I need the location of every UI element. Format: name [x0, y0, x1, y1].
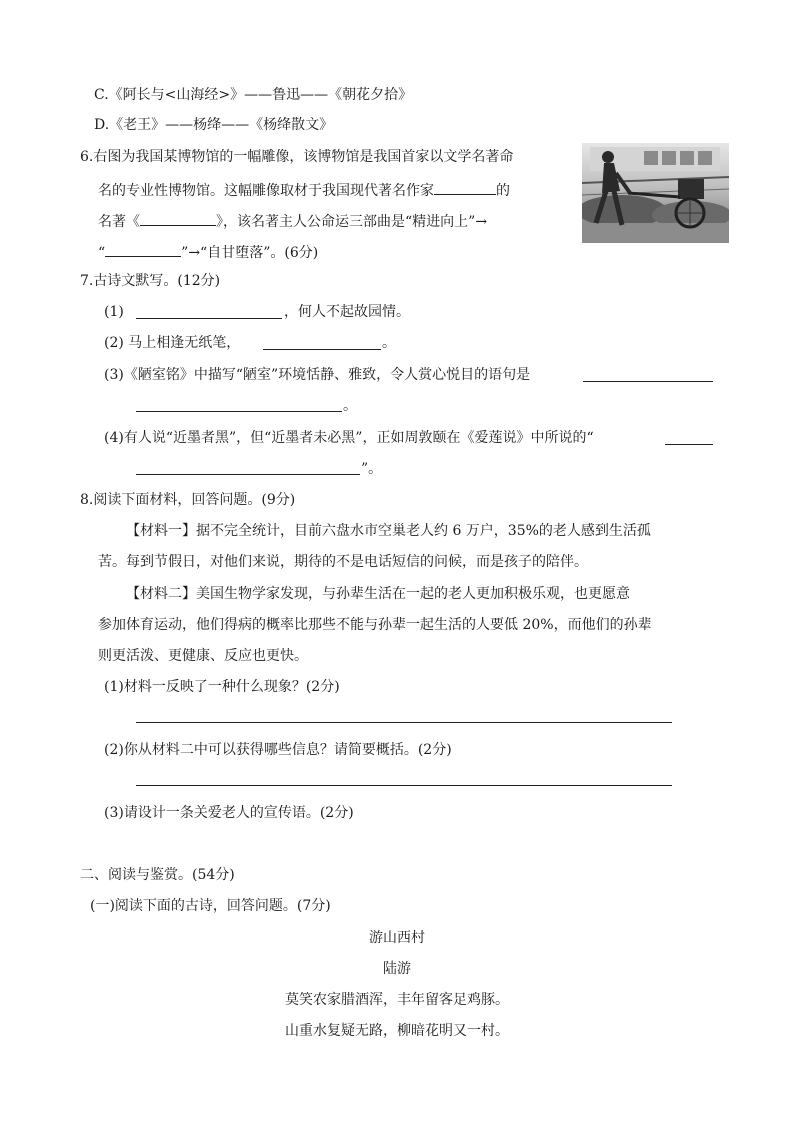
q8-sub2: (2)你从材料二中可以获得哪些信息？请简要概括。(2分): [104, 742, 452, 758]
q7-sub3-blank-1[interactable]: [583, 381, 713, 382]
q7-sub4-blank-2[interactable]: [136, 474, 360, 475]
q7-sub4: (4)有人说“近墨者黑”，但“近墨者未必黑”，正如周敦颐在《爱莲说》中所说的“: [104, 430, 594, 446]
q7-sub1: [104, 302, 124, 322]
q6-line2-text: 名的专业性博物馆。这幅雕像取材于我国现代著名作家: [98, 183, 434, 199]
material-one-line2: 苦。每到节假日，对他们来说，期待的不是电话短信的问候，而是孩子的陪伴。: [98, 554, 588, 570]
q8-sub2-answer-line[interactable]: [136, 785, 672, 786]
material-two-line3: 则更活泼、更健康、反应也更快。: [98, 648, 308, 664]
book-title-blank[interactable]: [140, 209, 216, 226]
q7-sub2-blank[interactable]: [263, 349, 381, 350]
poem-author: 陆游: [383, 961, 411, 977]
poem-title: 游山西村: [369, 930, 425, 946]
q7-sub1-num: (1): [104, 304, 124, 320]
q7-sub4-tail: ”。: [361, 461, 383, 477]
fate-stage-blank[interactable]: [105, 240, 181, 257]
q6-line1: 6.右图为我国某博物馆的一幅雕像，该博物馆是我国首家以文学名著命: [80, 149, 514, 165]
q8-sub3: (3)请设计一条关爱老人的宣传语。(2分): [104, 805, 354, 821]
q7-sub2-tail: 。: [382, 335, 396, 351]
option-d: D.《老王》——杨绛——《杨绛散文》: [94, 117, 334, 133]
option-c: C.《阿长与<山海经>》——鲁迅——《朝花夕拾》: [94, 87, 413, 103]
q7-title: 7.古诗文默写。(12分): [80, 273, 221, 289]
q7-sub1-tail: ，何人不起故园情。: [284, 304, 410, 320]
q7-sub3-tail: 。: [343, 398, 357, 414]
q7-sub1-blank[interactable]: [136, 318, 282, 319]
section2-part1: (一)阅读下面的古诗，回答问题。(7分): [90, 898, 331, 914]
poem-line-2: 山重水复疑无路，柳暗花明又一村。: [285, 1023, 509, 1039]
material-one-line1: 【材料一】据不完全统计，目前六盘水市空巢老人约 6 万户，35%的老人感到生活孤: [126, 523, 651, 539]
sculpture-image: [582, 143, 729, 243]
sculpture-photo: [582, 143, 729, 243]
q7-sub2: [104, 333, 240, 353]
q8-sub1-answer-line[interactable]: [136, 722, 672, 723]
q6-line2-end: 的: [496, 183, 510, 199]
q7-sub3-blank-2[interactable]: [136, 411, 342, 412]
q7-sub3: (3)《陋室铭》中描写“陋室”环境恬静、雅致，令人赏心悦目的语句是: [104, 367, 531, 383]
q6-line4-tail: ”→“自甘堕落”。(6分): [181, 245, 319, 261]
poem-line-1: 莫笑农家腊酒浑，丰年留客足鸡豚。: [285, 992, 509, 1008]
q6-line4-head: “: [98, 245, 106, 261]
q7-sub2-head: 马上相逢无纸笔，: [128, 335, 241, 351]
q8-title: 8.阅读下面材料，回答问题。(9分): [80, 492, 296, 508]
q8-sub1: (1)材料一反映了一种什么现象？(2分): [104, 679, 340, 695]
q6-line3-tail: 》，该名著主人公命运三部曲是“精进向上”→: [216, 214, 488, 230]
author-blank[interactable]: [434, 178, 496, 195]
q6-line3: [98, 209, 487, 229]
section2-title: 二、阅读与鉴赏。(54分): [80, 867, 235, 883]
q6-line4: [98, 240, 318, 260]
q7-sub4-blank-1[interactable]: [665, 444, 713, 445]
q7-sub2-num: (2): [104, 335, 124, 351]
material-two-line1: 【材料二】美国生物学家发现，与孙辈生活在一起的老人更加积极乐观，也更愿意: [126, 586, 630, 602]
material-two-line2: 参加体育运动，他们得病的概率比那些不能与孙辈一起生活的人要低 20%，而他们的孙辈: [98, 617, 652, 633]
q6-line2: [98, 178, 510, 198]
q6-line3-head: 名著《: [98, 214, 140, 230]
